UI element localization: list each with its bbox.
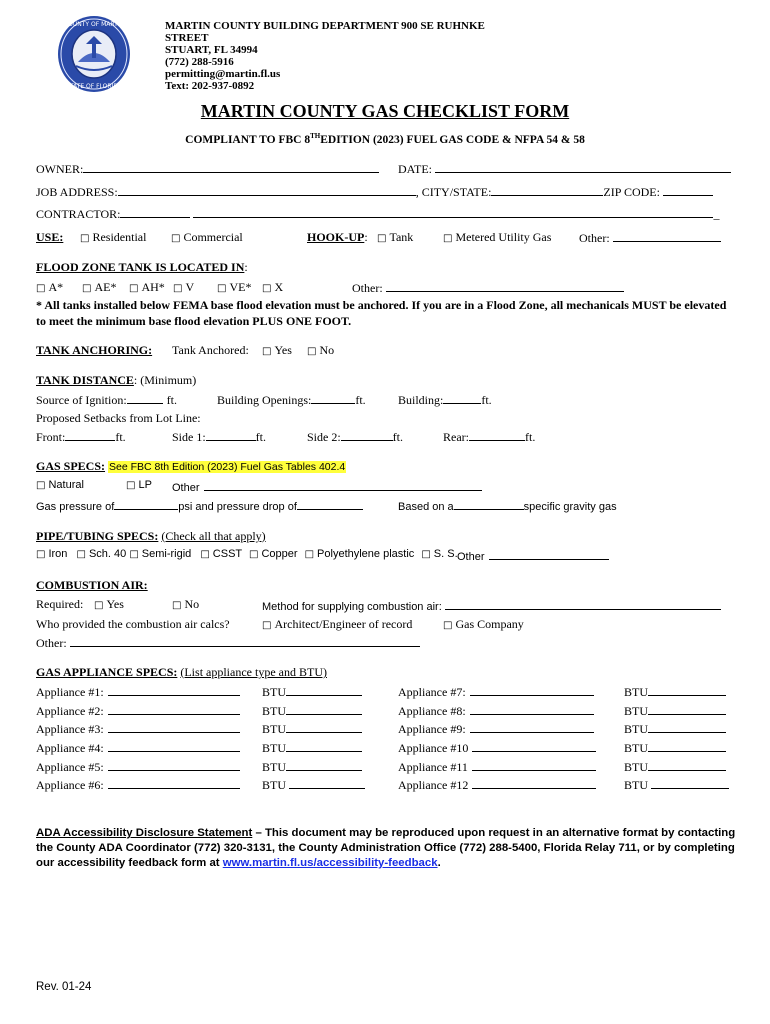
anchored-yes-option[interactable] (262, 343, 292, 358)
flood-a-checkbox[interactable]: □ (36, 283, 46, 294)
btu-row (624, 759, 726, 775)
appliance-2-input-line[interactable] (108, 703, 240, 715)
hookup-colon: : (364, 230, 368, 244)
subtitle-post: EDITION (2023) FUEL GAS CODE & NFPA 54 & 58 (320, 133, 585, 146)
btu-12-input-line[interactable] (651, 777, 729, 789)
btu-label: BTU (262, 760, 286, 774)
appliance-2-label: Appliance #2: (36, 704, 104, 718)
owner-input-line[interactable] (83, 161, 379, 173)
flood-x-option[interactable] (262, 280, 283, 295)
flood-v-checkbox[interactable]: □ (173, 283, 183, 294)
side1-input-line[interactable] (206, 429, 256, 441)
anchored-no-label: No (319, 343, 335, 357)
use-commercial-option[interactable] (171, 230, 243, 245)
appliance-row (398, 777, 596, 793)
building-row (398, 392, 492, 408)
hookup-other-label: Other: (579, 231, 610, 245)
tank-anchoring-heading-text: TANK ANCHORING: (36, 343, 153, 357)
appliance-7-input-line[interactable] (470, 684, 594, 696)
tank-distance-minimum: : (Minimum) (133, 373, 197, 387)
pressure-input-line[interactable] (114, 498, 178, 510)
ada-text: – This document may be reproduced upon request in an alternative format by contacting the County ADA Coordinator (772) 320-3131, the County Administration Office (772) 288-5400, Florida Relay 711, or by completing our accessibility feedback form at (36, 827, 736, 869)
metered-label: Metered Utility Gas (455, 230, 552, 244)
owner-label: OWNER: (36, 162, 84, 176)
appliance-row (398, 721, 594, 737)
pipe-options-row (36, 548, 458, 560)
combustion-method-input-line[interactable] (445, 598, 721, 610)
header-text-number: Text: 202-937-0892 (165, 80, 255, 92)
side2-ft: ft. (392, 430, 404, 444)
zip-code-input-line[interactable] (663, 184, 713, 196)
gas-natural-option[interactable] (36, 479, 84, 491)
combustion-other-row (36, 635, 420, 651)
header-phone: (772) 288-5916 (165, 56, 234, 68)
pressure-drop-input-line[interactable] (297, 498, 363, 510)
architect-label: Architect/Engineer of record (274, 617, 413, 631)
copper-label: Copper (261, 548, 298, 560)
residential-checkbox[interactable]: □ (80, 233, 90, 244)
flood-zone-heading (36, 260, 248, 275)
header-address-line1: MARTIN COUNTY BUILDING DEPARTMENT 900 SE RUHNKE (165, 20, 485, 32)
btu-label: BTU (262, 778, 286, 792)
appliance-6-label: Appliance #6: (36, 778, 104, 792)
flood-zone-colon: : (244, 260, 248, 274)
combustion-heading (36, 578, 148, 593)
front-ft: ft. (115, 430, 126, 444)
hookup-other-input-line[interactable] (613, 230, 721, 242)
polyethylene-label: Polyethylene plastic (317, 548, 415, 560)
appliance-row (398, 703, 594, 719)
pressure-of-label: Gas pressure of (36, 501, 115, 513)
date-label: DATE: (398, 162, 432, 176)
use-row (36, 230, 63, 245)
side2-row (307, 429, 403, 445)
appliance-12-label: Appliance #12 (398, 778, 469, 792)
btu-7-input-line[interactable] (648, 684, 726, 696)
btu-label: BTU (624, 760, 648, 774)
natural-checkbox[interactable]: □ (36, 480, 46, 491)
tank-checkbox[interactable]: □ (377, 233, 387, 244)
btu-row (624, 721, 726, 737)
pipe-other (457, 548, 609, 563)
flood-ve-label: VE* (229, 280, 252, 294)
appliance-11-input-line[interactable] (472, 759, 596, 771)
sch40-label: Sch. 40 (88, 548, 127, 560)
flood-v-label: V (185, 280, 195, 294)
appliance-row (36, 759, 240, 775)
architect-checkbox[interactable]: □ (262, 620, 272, 631)
appliance-5-input-line[interactable] (108, 759, 240, 771)
iron-label: Iron (48, 548, 68, 560)
semirigid-checkbox[interactable]: □ (129, 549, 139, 560)
appliance-9-label: Appliance #9: (398, 722, 466, 736)
appliance-9-input-line[interactable] (470, 721, 594, 733)
commercial-checkbox[interactable]: □ (171, 233, 181, 244)
flood-other-label: Other: (352, 281, 383, 295)
btu-label: BTU (262, 741, 286, 755)
header-address-line2: STREET (165, 32, 209, 44)
pipe-check-all: (Check all that apply) (161, 529, 266, 543)
openings-row (217, 392, 366, 408)
flood-a-label: A* (48, 280, 64, 294)
subtitle-pre: COMPLIANT TO FBC 8 (185, 133, 311, 146)
pipe-other-input-line[interactable] (489, 548, 609, 560)
appliance-4-label: Appliance #4: (36, 741, 104, 755)
lp-checkbox[interactable]: □ (126, 480, 136, 491)
based-on-label: Based on a (398, 501, 454, 513)
form-title: MARTIN COUNTY GAS CHECKLIST FORM (200, 101, 570, 121)
pipe-heading (36, 529, 266, 544)
btu-8-input-line[interactable] (648, 703, 726, 715)
side2-input-line[interactable] (341, 429, 393, 441)
btu-4-input-line[interactable] (286, 740, 362, 752)
combustion-yes-option[interactable] (94, 597, 124, 612)
btu-row (262, 740, 362, 756)
gravity-row (398, 498, 617, 513)
ss-label: S. S. (433, 548, 458, 560)
flood-other (352, 280, 624, 296)
combustion-other-label: Other: (36, 636, 67, 650)
openings-label: Building Openings: (217, 393, 312, 407)
flood-note: * All tanks installed below FEMA base flood elevation must be anchored. If you are in a Flood Zone, all mechanicals MUST be elevated to meet the minimum base flood elevation PLUS ONE FOOT. (36, 298, 727, 328)
pipe-polyethylene-option[interactable] (305, 548, 415, 560)
date-row (398, 161, 731, 177)
flood-other-input-line[interactable] (386, 280, 624, 292)
combustion-no-option[interactable] (172, 597, 199, 612)
appliance-row (36, 777, 240, 793)
appliance-8-input-line[interactable] (470, 703, 594, 715)
tank-distance-heading-text: TANK DISTANCE (36, 373, 134, 387)
combustion-yes-checkbox[interactable]: □ (94, 600, 104, 611)
gas-other (172, 479, 482, 494)
ignition-ft: ft. (166, 393, 177, 407)
gas-specs-highlight-note: See FBC 8th Edition (2023) Fuel Gas Tables 402.4 (109, 461, 346, 473)
rear-ft: ft. (525, 430, 536, 444)
front-input-line[interactable] (65, 429, 115, 441)
btu-label: BTU (624, 778, 648, 792)
pipe-other-label: Other (457, 551, 485, 563)
county-seal-logo (56, 14, 132, 94)
seal-text-bottom: STATE OF FLORIDA (66, 83, 122, 90)
contractor-tail: _ (713, 207, 720, 221)
appliance-4-input-line[interactable] (108, 740, 240, 752)
flood-ve-checkbox[interactable]: □ (217, 283, 227, 294)
combustion-heading-text: COMBUSTION AIR: (36, 578, 148, 592)
combustion-no-checkbox[interactable]: □ (172, 600, 182, 611)
appliance-10-label: Appliance #10 (398, 741, 469, 755)
gravity-label: specific gravity gas (523, 501, 617, 513)
btu-label: BTU (624, 741, 648, 755)
pipe-ss-option[interactable] (421, 548, 457, 560)
semirigid-label: Semi-rigid (141, 548, 192, 560)
appliance-row (398, 740, 596, 756)
pipe-csst-option[interactable] (200, 548, 242, 560)
appliance-row (36, 684, 240, 700)
combustion-yes-label: Yes (106, 597, 124, 611)
appliance-6-input-line[interactable] (108, 777, 240, 789)
revision-label: Rev. 01-24 (36, 981, 92, 993)
gas-other-label: Other (172, 482, 200, 494)
commercial-label: Commercial (183, 230, 243, 244)
btu-row (262, 777, 365, 793)
pipe-heading-text: PIPE/TUBING SPECS: (36, 529, 159, 543)
side1-ft: ft. (255, 430, 267, 444)
csst-label: CSST (212, 548, 242, 560)
btu-label: BTU (262, 704, 286, 718)
btu-10-input-line[interactable] (648, 740, 726, 752)
header-email: permitting@martin.fl.us (165, 68, 281, 80)
ada-statement (36, 826, 736, 871)
flood-ae-label: AE* (94, 280, 117, 294)
hookup-tank-option[interactable] (377, 230, 413, 245)
contractor-label: CONTRACTOR: (36, 207, 121, 221)
sch40-checkbox[interactable]: □ (76, 549, 86, 560)
pipe-semirigid-option[interactable] (129, 548, 191, 560)
btu-row (262, 759, 362, 775)
building-input-line[interactable] (443, 392, 481, 404)
csst-checkbox[interactable]: □ (200, 549, 210, 560)
side1-label: Side 1: (172, 430, 206, 444)
job-address-label: JOB ADDRESS: (36, 185, 118, 199)
ignition-label: Source of Ignition: (36, 393, 127, 407)
gravity-input-line[interactable] (454, 498, 524, 510)
appliance-11-label: Appliance #11 (398, 760, 468, 774)
job-address-row (36, 184, 713, 200)
front-label: Front: (36, 430, 66, 444)
gas-pressure-row (36, 498, 363, 513)
hookup-label-group (307, 230, 368, 245)
use-label: USE: (36, 230, 64, 244)
btu-label: BTU (624, 685, 648, 699)
gas-other-input-line[interactable] (204, 479, 482, 491)
natural-label: Natural (48, 479, 84, 491)
combustion-gas-company-option[interactable] (443, 617, 524, 632)
flood-x-label: X (274, 280, 284, 294)
polyethylene-checkbox[interactable]: □ (304, 549, 315, 560)
ada-title: ADA Accessibility Disclosure Statement (36, 827, 253, 839)
appliance-8-label: Appliance #8: (398, 704, 466, 718)
appliance-row (36, 703, 240, 719)
side1-row (172, 429, 266, 445)
flood-zone-heading-text: FLOOD ZONE TANK IS LOCATED IN (36, 260, 245, 274)
anchored-yes-checkbox[interactable]: □ (262, 346, 272, 357)
psi-drop-label: psi and pressure drop of (178, 501, 297, 513)
btu-row (624, 684, 726, 700)
combustion-architect-option[interactable] (262, 617, 412, 632)
contractor-row (36, 206, 719, 222)
contractor-input-line-a[interactable] (120, 206, 190, 218)
date-input-line[interactable] (435, 161, 731, 173)
btu-3-input-line[interactable] (286, 721, 362, 733)
iron-checkbox[interactable]: □ (36, 549, 46, 560)
combustion-who-label: Who provided the combustion air calcs? (36, 617, 230, 631)
job-address-input-line[interactable] (118, 184, 416, 196)
setbacks-label: Proposed Setbacks from Lot Line: (36, 411, 201, 425)
flood-ae-option[interactable] (82, 280, 116, 295)
btu-row (624, 777, 729, 793)
owner-row (36, 161, 379, 177)
flood-ae-checkbox[interactable]: □ (82, 283, 92, 294)
hookup-label: HOOK-UP (307, 230, 365, 244)
hookup-other (579, 230, 721, 246)
flood-x-checkbox[interactable]: □ (262, 283, 272, 294)
appliance-row (36, 740, 240, 756)
zip-code-label: ZIP CODE: (603, 185, 660, 199)
tank-label: Tank (389, 230, 414, 244)
flood-ve-option[interactable] (217, 280, 251, 295)
seal-text-top: COUNTY OF MARTIN (63, 21, 125, 28)
flood-ah-checkbox[interactable]: □ (129, 283, 139, 294)
btu-row (262, 684, 362, 700)
combustion-method-label: Method for supplying combustion air: (262, 601, 442, 613)
rear-label: Rear: (443, 430, 469, 444)
pipe-iron-option[interactable] (36, 548, 67, 560)
anchored-no-option[interactable] (307, 343, 334, 358)
btu-6-input-line[interactable] (289, 777, 365, 789)
header-address-line3: STUART, FL 34994 (165, 44, 258, 56)
btu-row (624, 740, 726, 756)
appliance-12-input-line[interactable] (472, 777, 596, 789)
btu-label: BTU (262, 722, 286, 736)
city-state-label: , CITY/STATE: (415, 185, 492, 199)
appliance-5-label: Appliance #5: (36, 760, 104, 774)
btu-row (262, 721, 362, 737)
city-state-input-line[interactable] (491, 184, 603, 196)
building-label: Building: (398, 393, 444, 407)
combustion-method-row (262, 598, 721, 613)
flood-v-option[interactable] (173, 280, 194, 295)
appliance-10-input-line[interactable] (472, 740, 596, 752)
metered-checkbox[interactable]: □ (443, 233, 453, 244)
combustion-other-input-line[interactable] (70, 635, 420, 647)
ignition-input-line[interactable] (127, 392, 163, 404)
copper-checkbox[interactable]: □ (249, 549, 259, 560)
rear-input-line[interactable] (469, 429, 525, 441)
flood-a-option[interactable] (36, 280, 63, 295)
flood-ah-option[interactable] (129, 280, 165, 295)
btu-9-input-line[interactable] (648, 721, 726, 733)
pipe-sch40-option[interactable] (76, 548, 126, 560)
gas-specs-heading (36, 459, 346, 474)
gas-lp-option[interactable] (126, 479, 152, 491)
anchored-no-checkbox[interactable]: □ (307, 346, 317, 357)
pipe-copper-option[interactable] (249, 548, 298, 560)
form-subtitle (0, 132, 770, 146)
tank-anchoring-heading (36, 343, 152, 358)
btu-11-input-line[interactable] (648, 759, 726, 771)
gas-company-label: Gas Company (455, 617, 524, 631)
front-row (36, 429, 126, 445)
anchored-yes-label: Yes (274, 343, 292, 357)
btu-5-input-line[interactable] (286, 759, 362, 771)
flood-ah-label: AH* (141, 280, 165, 294)
openings-ft: ft. (355, 393, 366, 407)
appliance-7-label: Appliance #7: (398, 685, 466, 699)
btu-label: BTU (624, 704, 648, 718)
lp-label: LP (138, 479, 152, 491)
appliance-hint: (List appliance type and BTU) (180, 665, 327, 679)
btu-label: BTU (262, 685, 286, 699)
openings-input-line[interactable] (311, 392, 355, 404)
btu-row (624, 703, 726, 719)
side2-label: Side 2: (307, 430, 341, 444)
appliance-heading-text: GAS APPLIANCE SPECS: (36, 665, 178, 679)
appliance-1-label: Appliance #1: (36, 685, 104, 699)
ada-end: . (437, 857, 441, 869)
appliance-row (398, 684, 594, 700)
residential-label: Residential (92, 230, 147, 244)
rear-row (443, 429, 535, 445)
hookup-metered-option[interactable] (443, 230, 551, 245)
btu-2-input-line[interactable] (286, 703, 362, 715)
appliance-row (36, 721, 240, 737)
appliance-1-input-line[interactable] (108, 684, 240, 696)
appliance-row (398, 759, 596, 775)
btu-label: BTU (624, 722, 648, 736)
tank-anchored-label: Tank Anchored: (172, 343, 249, 357)
appliance-heading (36, 665, 327, 680)
appliance-3-input-line[interactable] (108, 721, 240, 733)
building-ft: ft. (481, 393, 492, 407)
btu-1-input-line[interactable] (286, 684, 362, 696)
combustion-required-label: Required: (36, 597, 84, 611)
appliance-3-label: Appliance #3: (36, 722, 104, 736)
combustion-no-label: No (184, 597, 200, 611)
ss-checkbox[interactable]: □ (421, 549, 431, 560)
tank-distance-heading (36, 373, 196, 388)
subtitle-sup: TH (310, 132, 321, 140)
ada-feedback-link[interactable]: www.martin.fl.us/accessibility-feedback (222, 857, 438, 869)
gas-specs-heading-text: GAS SPECS: (36, 459, 106, 473)
use-residential-option[interactable] (80, 230, 146, 245)
ignition-row (36, 392, 177, 408)
btu-row (262, 703, 362, 719)
contractor-input-line-b[interactable] (193, 206, 713, 218)
gas-company-checkbox[interactable]: □ (443, 620, 453, 631)
